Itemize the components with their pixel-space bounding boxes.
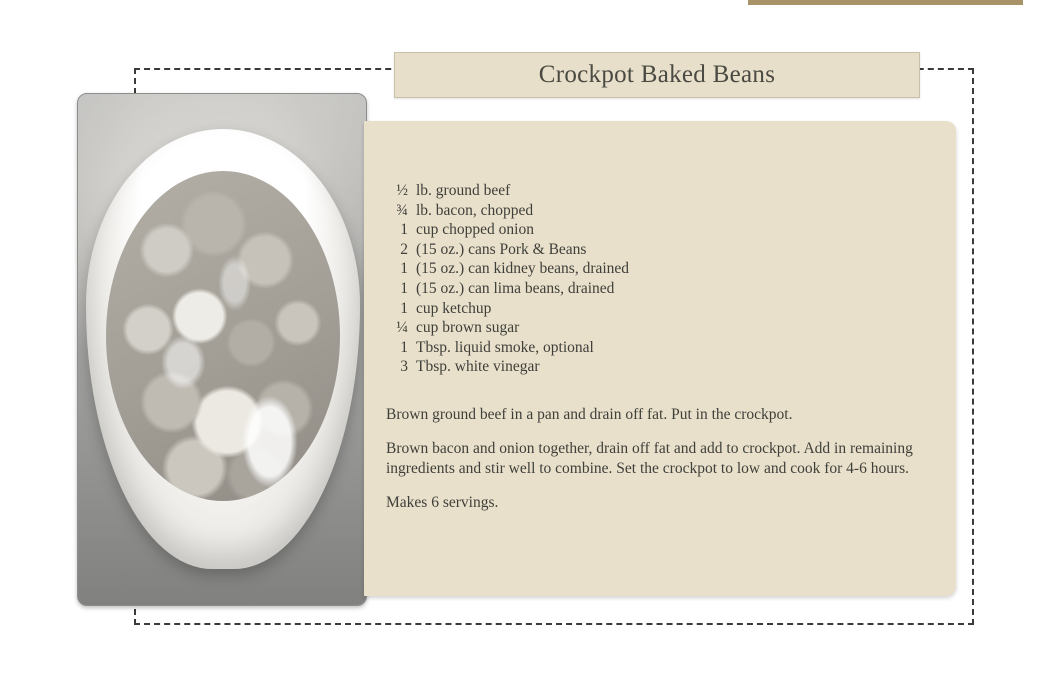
list-item <box>386 240 926 260</box>
ingredient-quantity: 1 <box>400 338 408 356</box>
ingredient-name: lb. ground beef <box>416 182 511 199</box>
list-item <box>386 338 926 358</box>
list-item <box>386 279 926 299</box>
ingredient-name: (15 oz.) can lima beans, drained <box>416 279 615 297</box>
ingredient-name: lb. bacon, chopped <box>416 201 534 219</box>
ingredient-name: (15 oz.) cans Pork & Beans <box>416 240 587 258</box>
instructions <box>386 405 926 513</box>
ingredient-quantity: ½ <box>396 182 408 199</box>
ingredient-quantity: 1 <box>400 279 408 297</box>
list-item <box>386 259 926 279</box>
ingredient-quantity: ¾ <box>396 201 408 219</box>
recipe-body-panel <box>364 121 956 596</box>
ingredient-quantity: 1 <box>400 221 408 239</box>
list-item <box>386 181 926 201</box>
photo-background <box>78 94 366 605</box>
ingredient-name: cup brown sugar <box>416 319 520 337</box>
beans-texture <box>106 171 340 501</box>
ingredient-quantity: 3 <box>400 358 408 376</box>
ingredient-quantity: ¼ <box>396 319 408 337</box>
ingredient-name: cup ketchup <box>416 299 492 317</box>
list-item <box>386 357 926 377</box>
top-accent-tab <box>748 0 1023 5</box>
ingredient-name: (15 oz.) can kidney beans, drained <box>416 260 630 278</box>
ingredient-name: Tbsp. white vinegar <box>416 358 540 376</box>
list-item <box>386 220 926 240</box>
list-item <box>386 201 926 221</box>
ingredient-quantity: 1 <box>400 299 408 317</box>
instruction-step: Brown ground beef in a pan and drain off fat. Put in the crockpot. <box>386 405 793 423</box>
recipe-photo <box>77 93 367 606</box>
list-item <box>386 318 926 338</box>
list-item <box>386 299 926 319</box>
ingredient-name: Tbsp. liquid smoke, optional <box>416 338 594 356</box>
page-title: Crockpot Baked Beans <box>538 61 776 88</box>
recipe-title-plaque <box>394 52 920 98</box>
ingredient-quantity: 1 <box>400 260 408 278</box>
bowl-shape <box>86 129 360 569</box>
ingredient-quantity: 2 <box>400 240 408 258</box>
servings-note: Makes 6 servings. <box>386 493 499 511</box>
instruction-step: Brown bacon and onion together, drain off fat and add to crockpot. Add in remaining ingredients and stir well to combine. Set the crockpot to low and cook for 4-6 hours. <box>386 439 913 477</box>
ingredient-name: cup chopped onion <box>416 221 534 239</box>
ingredients-list <box>386 181 926 377</box>
